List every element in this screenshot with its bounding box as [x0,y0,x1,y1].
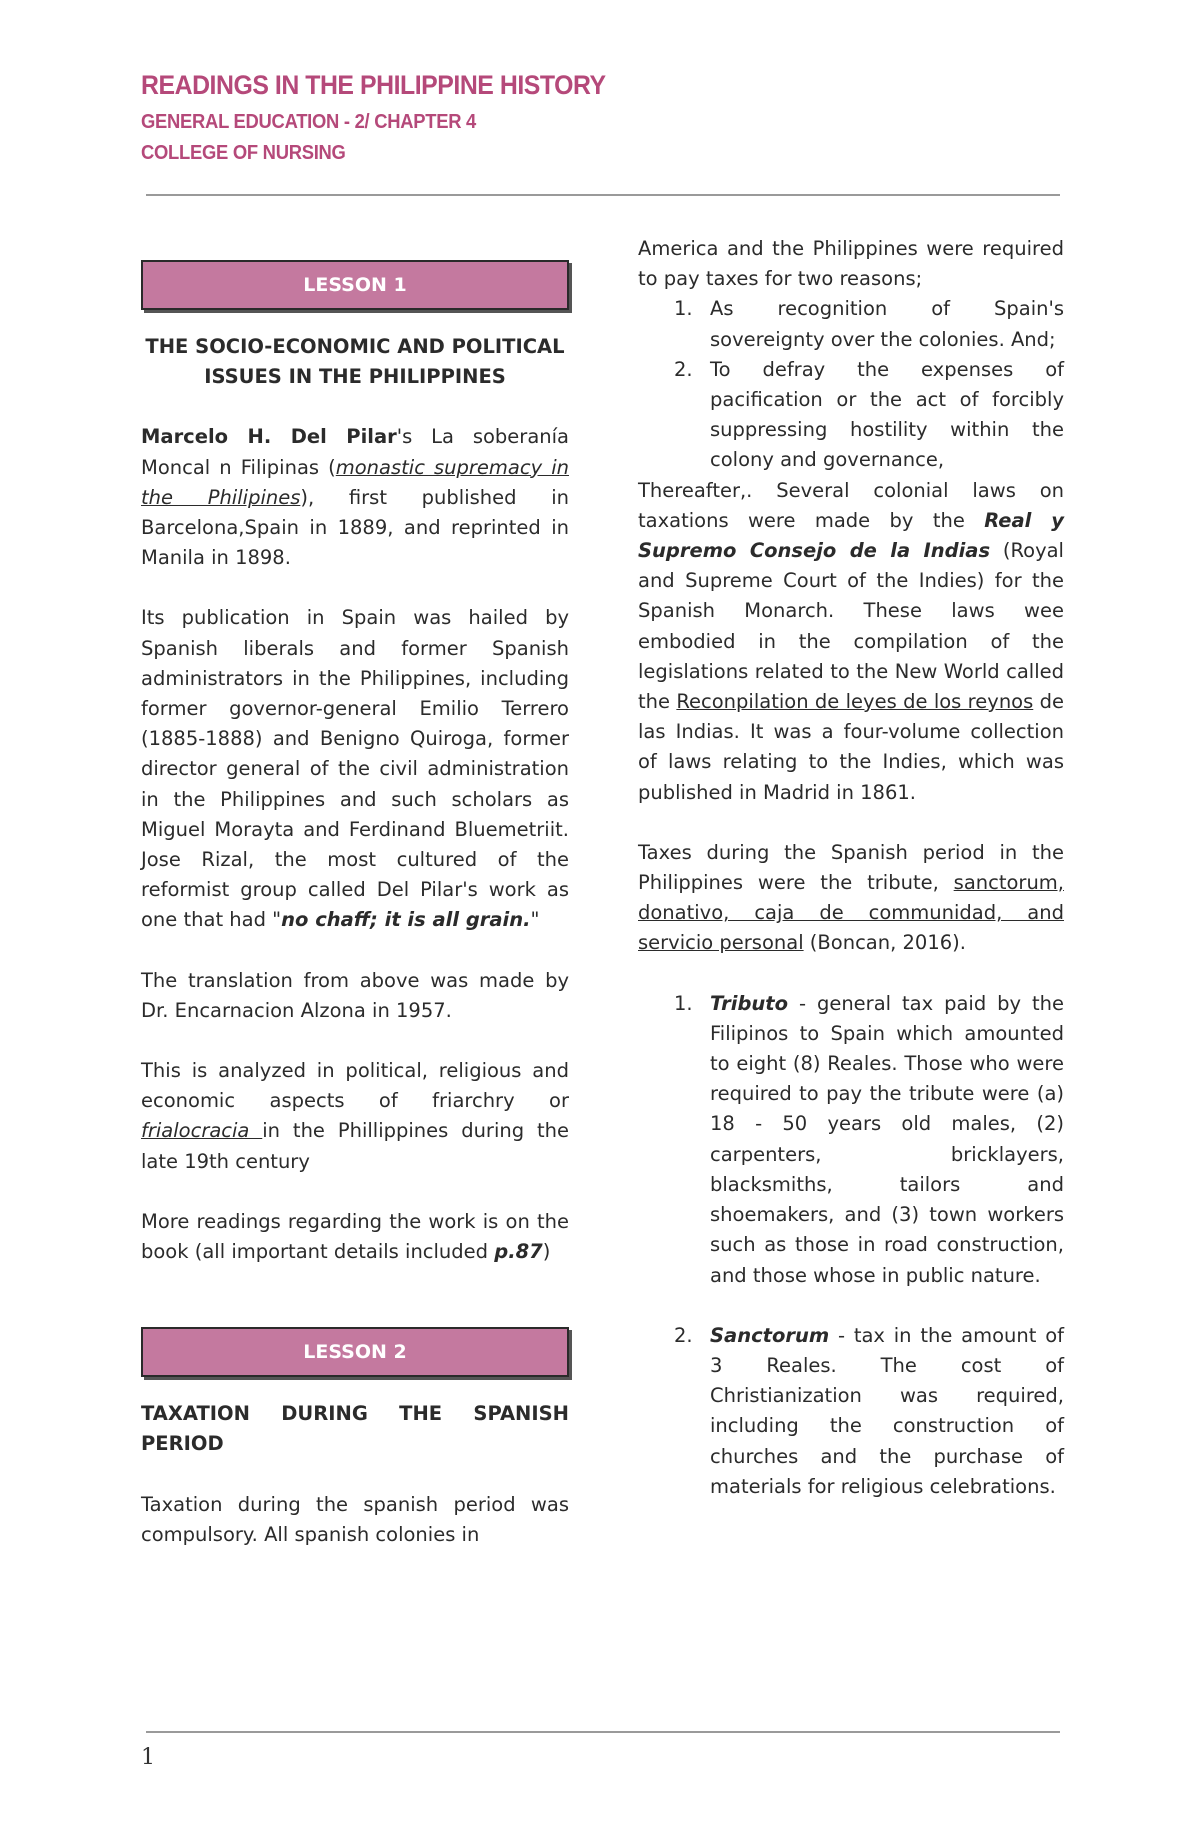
tax-term: Tributo [710,991,789,1015]
lesson-2-title: TAXATION DURING THE SPANISH PERIOD [141,1402,569,1456]
list-item: 1. As recognition of Spain's sovereignty over the colonies. And; [674,297,1064,351]
header-divider [146,194,1060,196]
quote-no-chaff: no chaff; it is all grain. [281,908,531,932]
header-title: READINGS IN THE PHILIPPINE HISTORY [141,70,606,100]
reasons-list [638,294,1064,475]
tax-types-link: sanctorum, donativo, caja de communidad, and servicio personal [638,871,1064,955]
monastic-supremacy-link: monastic supremacy in the Philipines [141,455,569,509]
paragraph-analysis: This is analyzed in political, religious and economic aspects of friarchry or frialocracia in the Phillippines during the late 19th century [141,1059,569,1173]
reconpilation-link: Reconpilation de leyes de los reynos [676,690,1034,714]
paragraph-more-readings: More readings regarding the work is on the book (all important details included p.87) [141,1209,569,1264]
list-item: 2. To defray the expenses of pacification or the act of forcibly suppressing hostility within the colony and governance, [674,357,1064,472]
paragraph-del-pilar: Marcelo H. Del Pilar's La soberanía Moncal n Filipinas (monastic supremacy in the Philipines), first published in Barcelona,Spain in 1889, and reprinted in Manila in 1898. [141,425,569,570]
paragraph-taxes-reasons: America and the Philippines were required to pay taxes for two reasons; [638,237,1064,291]
left-column [141,260,569,1550]
right-column [638,234,1064,1502]
royal-council-name: Real y Supremo Consejo de la Indias [638,508,1064,563]
paragraph-translation: The translation from above was made by Dr. Encarnacion Alzona in 1957. [141,968,569,1022]
taxes-list [638,989,1064,1502]
page-number: 1 [141,1745,155,1770]
footer-divider [146,1731,1060,1733]
tax-term: Sanctorum [710,1323,830,1347]
lesson-2-banner: LESSON 2 [141,1327,569,1377]
frialocracia-term: frialocracia [141,1119,263,1143]
paragraph-publication: Its publication in Spain was hailed by Spanish liberals and former Spanish administrators in the Philippines, including former governor-general Emilio Terrero (1885-1888) and Benigno Quiroga, former director general of the civil administration in the Philippines and such scholars as Miguel Morayta and Ferdinand Bluemetriit. Jose Rizal, the most cultured of the reformist group called Del Pilar's work as one that had "no chaff; it is all grain." [141,606,569,932]
list-item: 2. Sanctorum - tax in the amount of 3 Reales. The cost of Christianization was required, including the construction of churches and the purchase of materials for religious celebrations. [674,1323,1064,1498]
page-reference: p.87 [494,1240,543,1264]
paragraph-taxes-list-intro: Taxes during the Spanish period in the Philippines were the tribute, sanctorum, donativo, caja de communidad, and servicio personal (Boncan, 2016). [638,840,1064,955]
lesson-1-title: THE SOCIO-ECONOMIC AND POLITICAL ISSUES IN THE PHILIPPINES [145,335,565,389]
paragraph-taxation-intro: Taxation during the spanish period was compulsory. All spanish colonies in [141,1492,569,1546]
header-college: COLLEGE OF NURSING [141,142,346,164]
lesson-1-banner: LESSON 1 [141,260,569,310]
paragraph-colonial-laws: Thereafter,. Several colonial laws on taxations were made by the Real y Supremo Consejo de la Indias (Royal and Supreme Court of the Indies) for the Spanish Monarch. These laws wee embodied in the compilation of the legislations related to the New World called the Reconpilation de leyes de los reynos de las Indias. It was a four-volume collection of laws relating to the Indies, which was published in Madrid in 1861. [638,478,1064,804]
document-header [141,70,646,165]
author-name: Marcelo H. Del Pilar [141,425,397,449]
list-item: 1. Tributo - general tax paid by the Filipinos to Spain which amounted to eight (8) Reales. Those who were required to pay the tribute were (a) 18 - 50 years old males, (2) carpenters, bricklayers, blacksmiths, tailors and shoemakers, and (3) town workers such as those in road construction, and those whose in public nature. [674,991,1064,1287]
header-subtitle: GENERAL EDUCATION - 2/ CHAPTER 4 [141,111,477,133]
